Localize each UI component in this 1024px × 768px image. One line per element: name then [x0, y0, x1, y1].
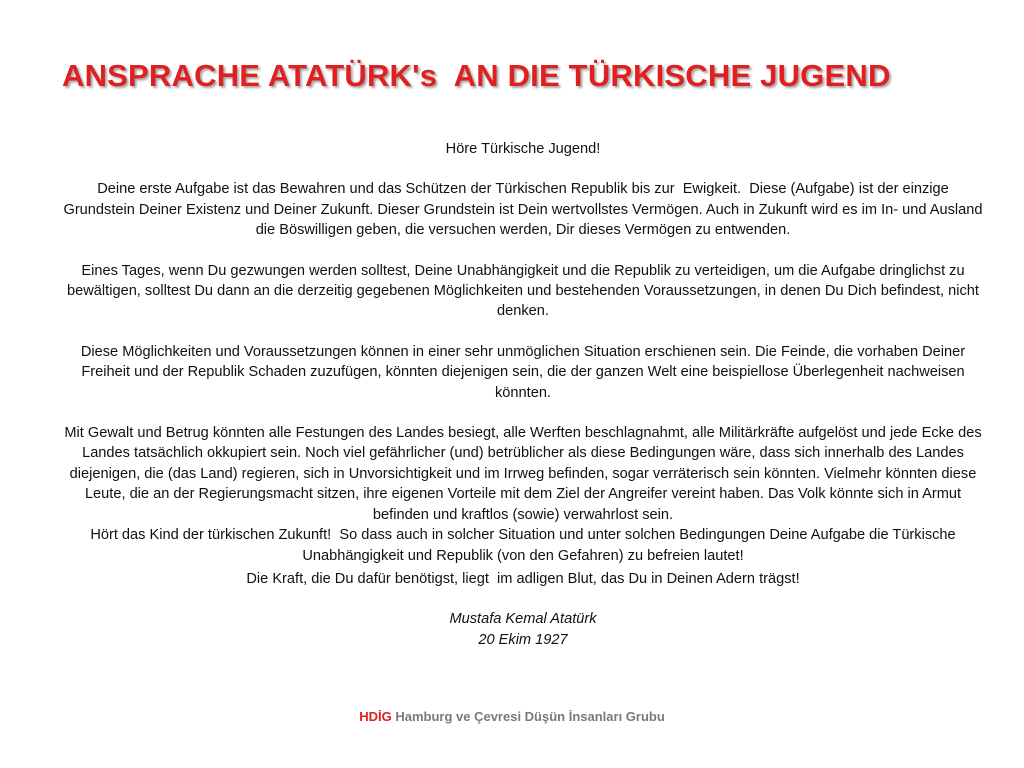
footer-brand: HDİG	[359, 709, 392, 724]
speech-paragraph-2: Eines Tages, wenn Du gezwungen werden solltest, Deine Unabhängigkeit und die Republik zu verteidigen, um die Aufgabe dringlichst zu bewältigen, solltest Du dann an die derzeitig gegebenen Möglichkeiten und bestehenden Voraussetzungen, in denen Du Dich befindest, nicht denken.	[67, 262, 984, 320]
footer	[0, 709, 1024, 724]
footer-group-name: Hamburg ve Çevresi Düşün İnsanları Grubu	[395, 709, 665, 724]
signature-name: Mustafa Kemal Atatürk	[449, 611, 597, 628]
speech-greeting: Höre Türkische Jugend!	[445, 141, 601, 157]
speech-paragraph-5: Hört das Kind der türkischen Zukunft! So dass auch in solcher Situation und unter solchen Bedingungen Deine Aufgabe die Türkische Unabhängigkeit und Republik (von den Gefahren) zu befreien lautet!	[90, 527, 960, 564]
speech-paragraph-4: Mit Gewalt und Betrug könnten alle Festungen des Landes besiegt, alle Werften beschlagnahmt, alle Militärkräfte aufgelöst und jede Ecke des Landes tatsächlich okkupiert sein. Noch viel gefährlicher (und) betrüblicher als diese Bedingungen wäre, dass sich innerhalb des Landes diejenigen, die (das Land) regieren, sich in Unvorsichtigkeit und im Irrweg befinden, sogar verräterisch sein könnten. Vielmehr könnten diese Leute, die an der Regierungsmacht sitzen, ihre eigenen Vorteile mit dem Ziel der Angreifer vereint haben. Das Volk könnte sich in Armut befinden und kraftlos (sowie) verwahrlost sein.	[64, 425, 986, 523]
speech-paragraph-1: Deine erste Aufgabe ist das Bewahren und das Schützen der Türkischen Republik bis zur Ewigkeit. Diese (Aufgabe) ist der einzige Grundstein Deiner Existenz und Deiner Zukunft. Dieser Grundstein ist Dein wertvollstes Vermögen. Auch in Zukunft wird es im In- und Ausland die Böswilligen geben, die versuchen werden, Dir dieses Vermögen zu entwenden.	[63, 181, 987, 239]
signature-date: 20 Ekim 1927	[478, 631, 568, 648]
page-title: ANSPRACHE ATATÜRK's AN DIE TÜRKISCHE JUGEND	[62, 58, 891, 93]
speech-paragraph-6: Die Kraft, die Du dafür benötigst, liegt im adligen Blut, das Du in Deinen Adern trägst!	[246, 570, 800, 587]
speech-body	[60, 139, 986, 650]
speech-paragraph-3: Diese Möglichkeiten und Voraussetzungen können in einer sehr unmöglichen Situation erschienen sein. Die Feinde, die vorhaben Deiner Freiheit und der Republik Schaden zuzufügen, könnten diejenigen sein, die der ganzen Welt eine beispiellose Überlegenheit nachweisen könnten.	[80, 343, 970, 401]
